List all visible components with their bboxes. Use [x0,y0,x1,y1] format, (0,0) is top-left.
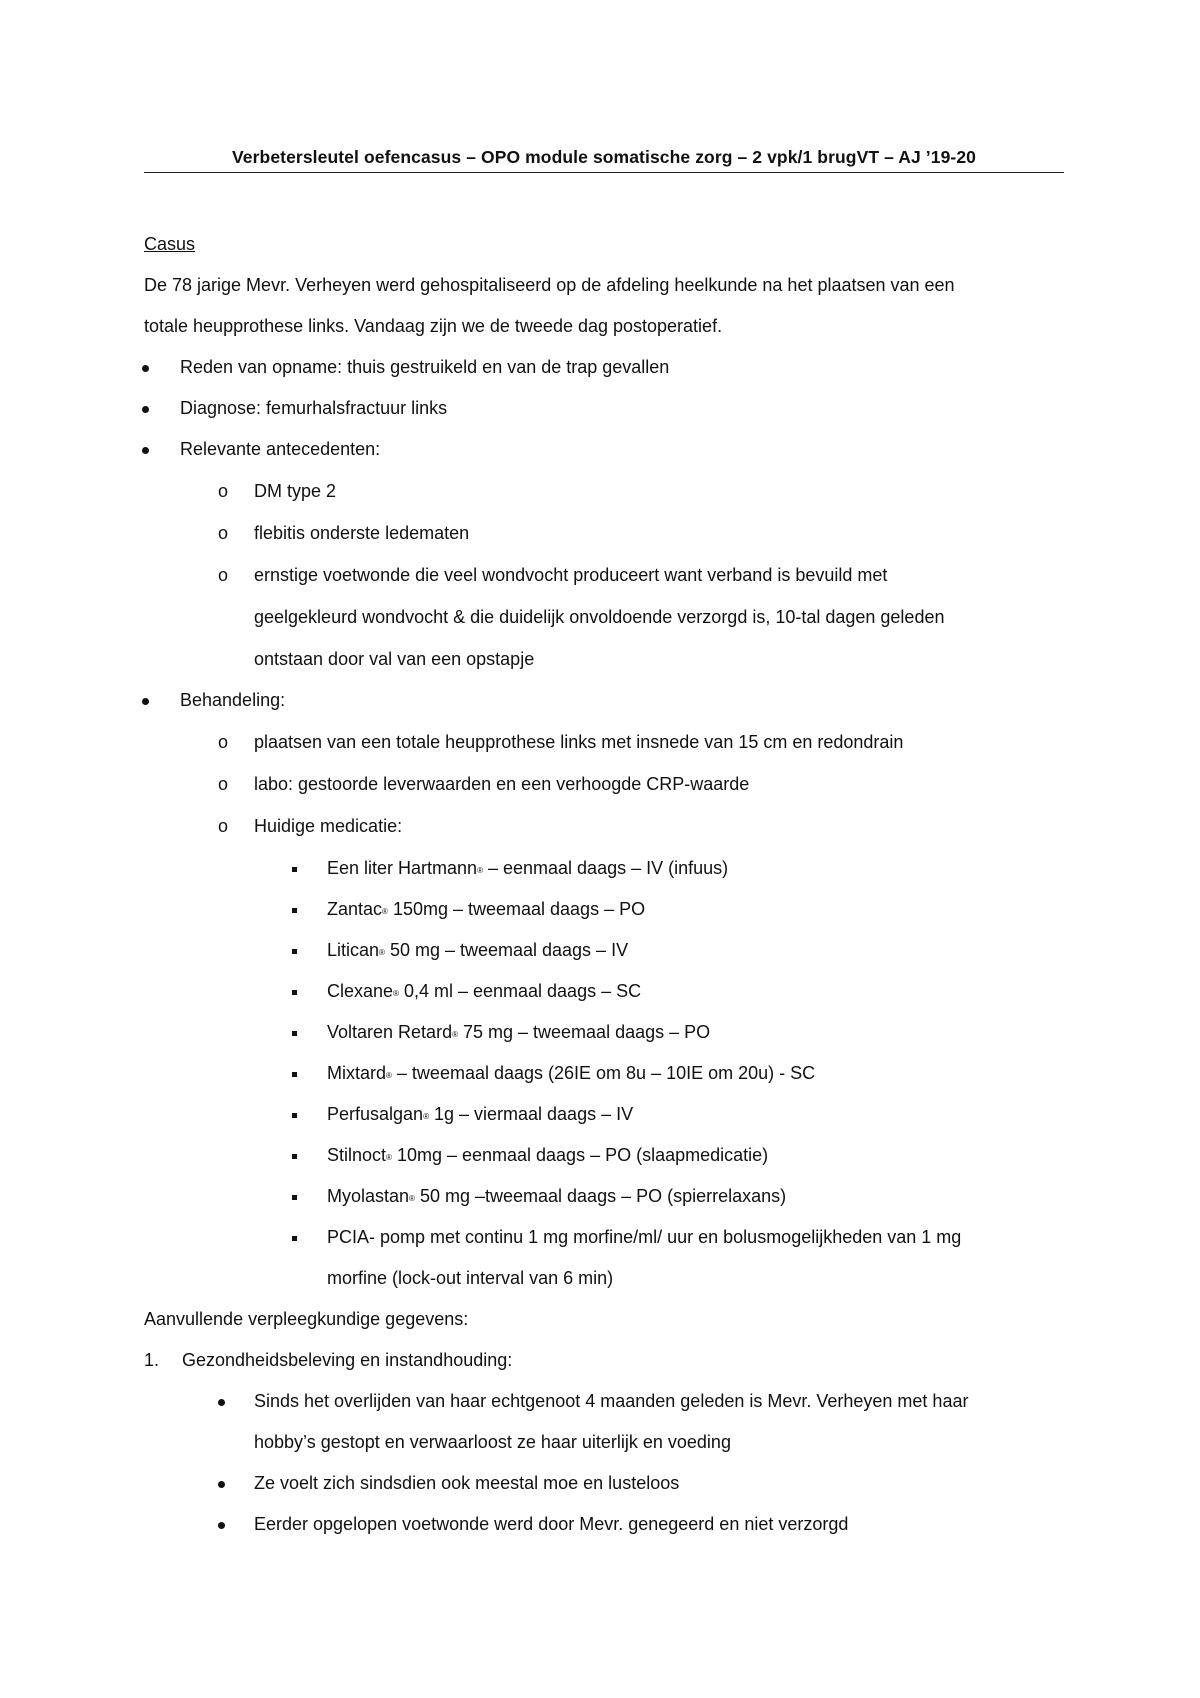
medicatie-name: Myolastan [327,1186,410,1206]
sub-bullet-marker: o [218,774,229,794]
registered-mark: ® [477,866,483,875]
square-bullet-icon [292,1061,297,1085]
medicatie-details: – tweemaal daags (26IE om 8u – 10IE om 20u) - SC [391,1063,816,1083]
title-underline-rule [144,172,1064,173]
bullet-dot-icon [142,437,149,461]
gezondheid-item-3: Eerder opgelopen voetwonde werd door Mevr. genegeerd en niet verzorgd [254,1514,849,1534]
medicatie-details: 1g – viermaal daags – IV [428,1104,634,1124]
medicatie-item-hartmann [327,856,728,880]
medicatie-item-pcia-line-2: morfine (lock-out interval van 6 min) [327,1268,614,1288]
medicatie-details: 75 mg – tweemaal daags – PO [457,1022,711,1042]
medicatie-name: Clexane [327,981,394,1001]
behandeling-huidige-medicatie: Huidige medicatie: [254,816,403,836]
medicatie-name: Perfusalgan [327,1104,424,1124]
section-number: 1. [144,1350,160,1370]
registered-mark: ® [452,1030,458,1039]
antecedent-voetwonde-line-3: ontstaan door val van een opstapje [254,649,535,669]
sub-bullet-marker: o [218,732,229,752]
bullet-relevante-antecedenten: Relevante antecedenten: [180,439,381,459]
registered-mark: ® [386,1071,392,1080]
behandeling-labo: labo: gestoorde leverwaarden en een verhoogde CRP-waarde [254,774,750,794]
sub-bullet-marker: o [218,523,229,543]
square-bullet-icon [292,938,297,962]
section-gezondheidsbeleving-heading: Gezondheidsbeleving en instandhouding: [182,1350,513,1370]
registered-mark: ® [382,907,388,916]
sub-bullet-marker: o [218,565,229,585]
medicatie-details: 50 mg –tweemaal daags – PO (spierrelaxans) [414,1186,787,1206]
bullet-dot-icon [142,355,149,379]
square-bullet-icon [292,897,297,921]
bullet-dot-icon [142,688,149,712]
antecedent-flebitis: flebitis onderste ledematen [254,523,470,543]
registered-mark: ® [393,989,399,998]
square-bullet-icon [292,1143,297,1167]
antecedent-voetwonde-line-1: ernstige voetwonde die veel wondvocht produceert want verband is bevuild met [254,565,888,585]
gezondheid-item-2: Ze voelt zich sindsdien ook meestal moe en lusteloos [254,1473,680,1493]
casus-heading: Casus [144,234,196,254]
document-title: Verbetersleutel oefencasus – OPO module somatische zorg – 2 vpk/1 brugVT – AJ ’19-20 [232,147,976,167]
behandeling-plaatsen: plaatsen van een totale heupprothese links met insnede van 15 cm en redondrain [254,732,904,752]
gezondheid-item-1-line-1: Sinds het overlijden van haar echtgenoot 4 maanden geleden is Mevr. Verheyen met haar [254,1391,969,1411]
medicatie-item-clexane [327,979,641,1003]
aanvullende-gegevens-heading: Aanvullende verpleegkundige gegevens: [144,1309,469,1329]
antecedent-voetwonde-line-2: geelgekleurd wondvocht & die duidelijk onvoldoende verzorgd is, 10-tal dagen geleden [254,607,945,627]
square-bullet-icon [292,1020,297,1044]
medicatie-details: 10mg – eenmaal daags – PO (slaapmedicatie) [391,1145,769,1165]
registered-mark: ® [386,1153,392,1162]
medicatie-name: Voltaren Retard [327,1022,453,1042]
medicatie-item-myolastan [327,1184,786,1208]
sub-bullet-marker: o [218,816,229,836]
bullet-behandeling: Behandeling: [180,690,286,710]
bullet-dot-icon [218,1471,225,1495]
registered-mark: ® [409,1194,415,1203]
square-bullet-icon [292,979,297,1003]
gezondheid-item-1-line-2: hobby’s gestopt en verwaarloost ze haar uiterlijk en voeding [254,1432,731,1452]
medicatie-item-voltaren [327,1020,710,1044]
registered-mark: ® [423,1112,429,1121]
medicatie-details: 0,4 ml – eenmaal daags – SC [398,981,642,1001]
medicatie-item-pcia-line-1: PCIA- pomp met continu 1 mg morfine/ml/ uur en bolusmogelijkheden van 1 mg [327,1227,962,1247]
intro-line-2: totale heupprothese links. Vandaag zijn we de tweede dag postoperatief. [144,316,723,336]
square-bullet-icon [292,1102,297,1126]
square-bullet-icon [292,856,297,880]
medicatie-name: Litican [327,940,380,960]
bullet-diagnose: Diagnose: femurhalsfractuur links [180,398,448,418]
bullet-dot-icon [218,1512,225,1536]
bullet-reden-van-opname: Reden van opname: thuis gestruikeld en van de trap gevallen [180,357,670,377]
medicatie-details: 150mg – tweemaal daags – PO [387,899,646,919]
sub-bullet-marker: o [218,481,229,501]
registered-mark: ® [379,948,385,957]
medicatie-item-litican [327,938,628,962]
medicatie-item-perfusalgan [327,1102,633,1126]
medicatie-details: – eenmaal daags – IV (infuus) [482,858,729,878]
medicatie-item-mixtard [327,1061,815,1085]
square-bullet-icon [292,1184,297,1208]
square-bullet-icon [292,1225,297,1249]
medicatie-name: Stilnoct [327,1145,387,1165]
medicatie-name: Mixtard [327,1063,387,1083]
medicatie-item-zantac [327,897,645,921]
medicatie-item-stilnoct [327,1143,768,1167]
medicatie-name: Een liter Hartmann [327,858,478,878]
medicatie-name: Zantac [327,899,383,919]
intro-line-1: De 78 jarige Mevr. Verheyen werd gehospitaliseerd op de afdeling heelkunde na het plaatsen van een [144,275,955,295]
antecedent-dm: DM type 2 [254,481,337,501]
medicatie-details: 50 mg – tweemaal daags – IV [384,940,629,960]
bullet-dot-icon [142,396,149,420]
bullet-dot-icon [218,1389,225,1413]
